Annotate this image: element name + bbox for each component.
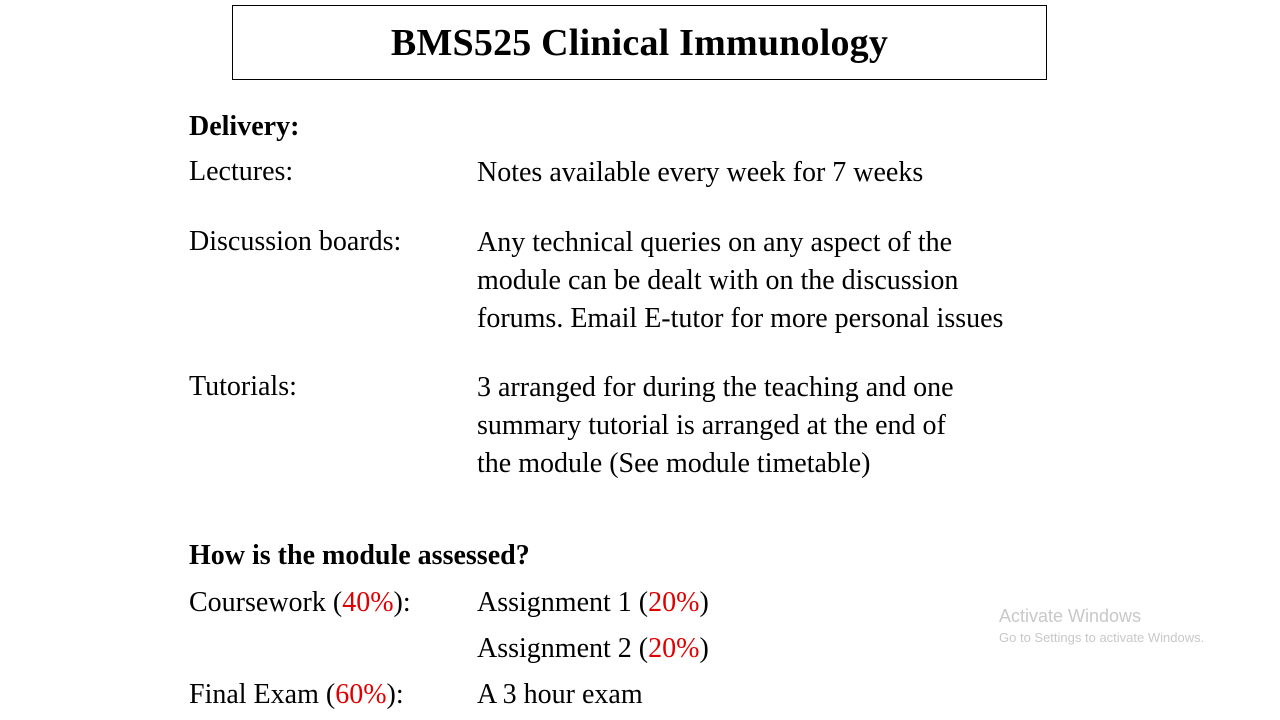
final-exam-text: A 3 hour exam [477, 679, 643, 710]
tutorials-label: Tutorials: [189, 371, 297, 402]
discussion-line: forums. Email E-tutor for more personal issues [477, 303, 1004, 334]
lectures-text: Notes available every week for 7 weeks [477, 157, 924, 188]
coursework-label-post: ): [393, 587, 411, 618]
tutorials-line: the module (See module timetable) [477, 448, 871, 479]
coursework-label [189, 587, 411, 619]
delivery-heading: Delivery: [189, 111, 300, 142]
discussion-line: Any technical queries on any aspect of the [477, 227, 953, 258]
discussion-text [477, 224, 1003, 338]
activate-windows-watermark [999, 605, 1204, 647]
discussion-label: Discussion boards: [189, 226, 402, 257]
assignment2-pre: Assignment 2 ( [477, 633, 649, 664]
watermark-subtitle: Go to Settings to activate Windows. [999, 630, 1205, 645]
assignment1-percent: 20% [648, 587, 700, 618]
lectures-label: Lectures: [189, 156, 294, 187]
assignment2-post: ) [699, 633, 709, 664]
assignment2-percent: 20% [648, 633, 700, 664]
assignment2-text [477, 633, 709, 665]
tutorials-line: summary tutorial is arranged at the end of [477, 410, 946, 441]
final-exam-post: ): [386, 679, 404, 710]
slide-title-box [232, 5, 1047, 80]
final-exam-label [189, 679, 404, 711]
assignment1-post: ) [699, 587, 709, 618]
coursework-percent: 40% [342, 587, 394, 618]
assignment1-text [477, 587, 709, 619]
coursework-label-pre: Coursework ( [189, 587, 343, 618]
assignment1-pre: Assignment 1 ( [477, 587, 649, 618]
assessment-heading: How is the module assessed? [189, 540, 530, 571]
slide-title: BMS525 Clinical Immunology [390, 21, 889, 64]
tutorials-text [477, 369, 954, 483]
discussion-line: module can be dealt with on the discussion [477, 265, 959, 296]
final-exam-pre: Final Exam ( [189, 679, 336, 710]
watermark-title: Activate Windows [999, 606, 1142, 626]
tutorials-line: 3 arranged for during the teaching and one [477, 372, 954, 403]
final-exam-percent: 60% [335, 679, 387, 710]
